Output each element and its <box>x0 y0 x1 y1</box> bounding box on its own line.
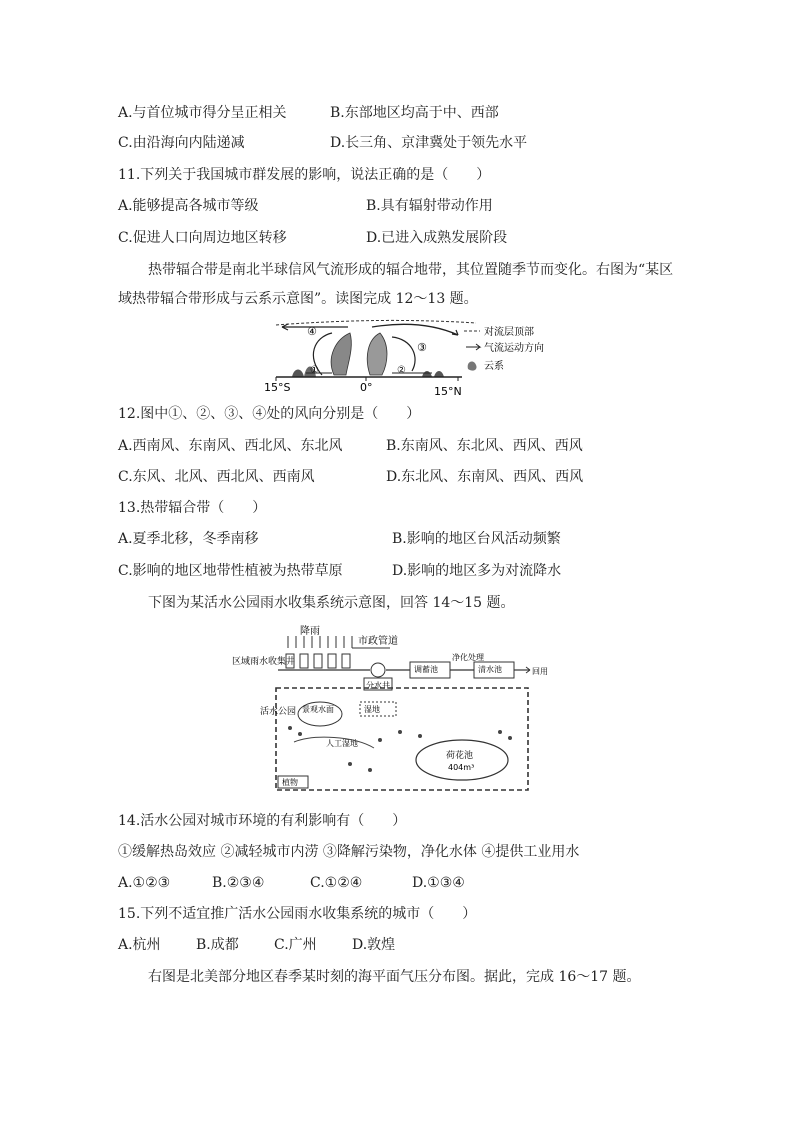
diversion-well-icon <box>371 663 385 677</box>
marker-1: ① <box>310 365 319 376</box>
q10-option-d: D.长三角、京津冀处于领先水平 <box>330 135 528 151</box>
q12-option-b: B.东南风、东北风、西风、西风 <box>386 438 583 454</box>
rainwater-system-figure <box>230 624 550 794</box>
q10-option-a: A.与首位城市得分呈正相关 <box>118 105 287 121</box>
marker-2: ② <box>397 365 406 376</box>
marker-4: ④ <box>307 325 317 338</box>
upper-flow-arrow-right <box>372 324 458 335</box>
legend-cloud: 云系 <box>484 361 504 372</box>
label-wetland: 湿地 <box>364 705 380 714</box>
intro-16-17: 右图是北美部分地区春季某时刻的海平面气压分布图。据此，完成 16～17 题。 <box>148 969 641 985</box>
cloud-icon <box>367 333 387 375</box>
q10-option-c: C.由沿海向内陆递减 <box>118 135 245 151</box>
legend-airflow: 气流运动方向 <box>484 343 544 354</box>
legend-cloud-icon <box>468 362 477 371</box>
label-municipal-pipe: 市政管道 <box>358 636 398 647</box>
q10-option-b: B.东部地区均高于中、西部 <box>330 105 499 121</box>
label-purification: 净化处理 <box>452 653 484 662</box>
q15-option-d: D.敦煌 <box>352 937 396 953</box>
plant-icons <box>288 726 512 772</box>
q12-stem: 12.图中①、②、③、④处的风向分别是（ ） <box>118 406 421 422</box>
q12-option-d: D.东北风、东南风、西风、西风 <box>386 469 584 485</box>
q14-option-b: B.②③④ <box>212 875 265 891</box>
q13-option-a: A.夏季北移，冬季南移 <box>118 531 259 547</box>
label-clear-water-tank: 清水池 <box>478 665 502 674</box>
itcz-figure <box>262 317 544 399</box>
intro-14-15: 下图为某活水公园雨水收集系统示意图，回答 14～15 题。 <box>148 595 515 611</box>
lat-label-15n: 15°N <box>434 385 462 398</box>
legend-arrow-icon <box>466 344 480 350</box>
q13-option-d: D.影响的地区多为对流降水 <box>392 563 562 579</box>
marker-3: ③ <box>417 341 427 354</box>
collection-wells <box>286 654 350 668</box>
q14-statements: ①缓解热岛效应 ②减轻城市内涝 ③降解污染物，净化水体 ④提供工业用水 <box>118 844 580 860</box>
label-plants: 植物 <box>282 778 298 787</box>
rain-arrows <box>288 636 352 648</box>
cloud-icon <box>434 371 444 377</box>
q15-option-c: C.广州 <box>274 937 317 953</box>
q15-option-b: B.成都 <box>196 937 239 953</box>
q13-option-c: C.影响的地区地带性植被为热带草原 <box>118 563 343 579</box>
label-reuse: 回用 <box>532 667 548 676</box>
q14-option-c: C.①②④ <box>310 875 363 891</box>
q11-option-c: C.促进人口向周边地区转移 <box>118 230 287 246</box>
q11-option-b: B.具有辐射带动作用 <box>366 198 493 214</box>
q14-option-a: A.①②③ <box>118 875 171 891</box>
label-artificial-wetland: 人工湿地 <box>326 739 358 748</box>
q11-option-d: D.已进入成熟发展阶段 <box>366 230 508 246</box>
label-landscape-pond: 景观水面 <box>302 705 334 714</box>
cloud-icon <box>422 371 432 377</box>
label-lotus-pond: 荷花池 <box>446 751 474 761</box>
q14-stem: 14.活水公园对城市环境的有利影响有（ ） <box>118 813 407 829</box>
label-lotus-volume: 404m³ <box>448 763 475 772</box>
q11-stem: 11.下列关于我国城市群发展的影响，说法正确的是（ ） <box>118 167 491 183</box>
q14-option-d: D.①③④ <box>412 875 465 891</box>
label-park: 活水公园 <box>260 707 297 717</box>
cloud-icon <box>331 333 351 375</box>
lat-label-15s: 15°S <box>264 381 291 394</box>
intro-12-13-line2: 域热带辐合带形成与云系示意图”。读图完成 12～13 题。 <box>118 291 478 307</box>
legend-tropopause: 对流层顶部 <box>484 327 534 338</box>
park-boundary <box>276 688 528 790</box>
intro-12-13-line1: 热带辐合带是南北半球信风气流形成的辐合地带，其位置随季节而变化。右图为“某区 <box>148 262 674 278</box>
label-collection-well: 区域雨水收集井 <box>232 657 296 667</box>
q12-option-c: C.东风、北风、西北风、西南风 <box>118 469 315 485</box>
label-storage-tank: 调蓄池 <box>414 665 438 674</box>
q13-option-b: B.影响的地区台风活动频繁 <box>392 531 561 547</box>
tropopause-line <box>276 320 476 325</box>
q15-option-a: A.杭州 <box>118 937 161 953</box>
q13-stem: 13.热带辐合带（ ） <box>118 500 267 516</box>
cloud-icon <box>292 370 304 378</box>
q12-option-a: A.西南风、东南风、西北风、东北风 <box>118 438 343 454</box>
q11-option-a: A.能够提高各城市等级 <box>118 198 259 214</box>
lat-label-0: 0° <box>360 381 373 394</box>
label-diversion-well: 分水井 <box>366 681 390 690</box>
label-rain: 降雨 <box>300 626 320 637</box>
q15-stem: 15.下列不适宜推广活水公园雨水收集系统的城市（ ） <box>118 906 477 922</box>
